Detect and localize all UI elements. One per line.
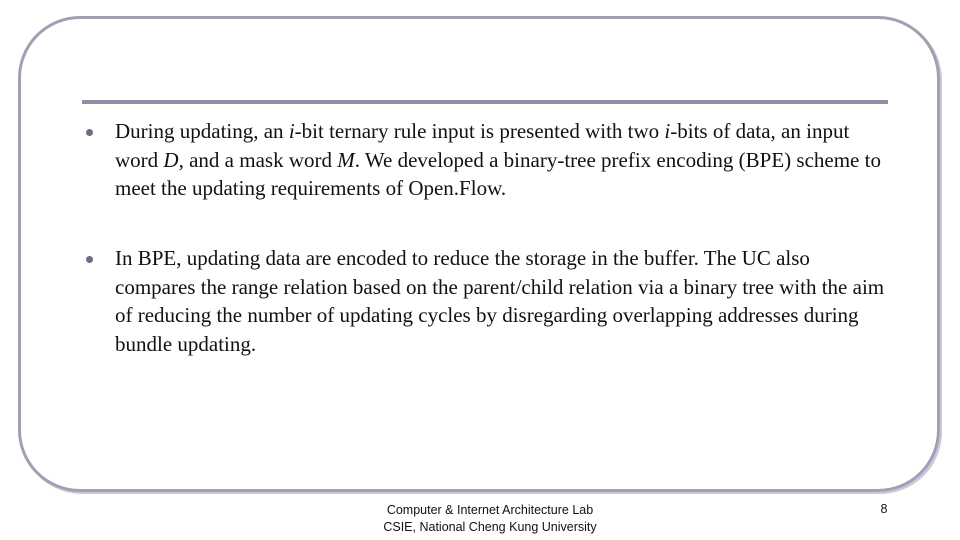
footer-university: CSIE, National Cheng Kung University [383, 520, 597, 534]
slide-number: 8 [880, 502, 888, 516]
italic-variable: i [664, 119, 671, 143]
text-segment: -bits of data, an input word [115, 119, 850, 172]
footer-lab-name: Computer & Internet Architecture Lab [386, 503, 594, 517]
title-divider [82, 100, 888, 104]
bullet-marker [86, 129, 93, 136]
footer-affiliation [330, 502, 650, 536]
bullet-text [115, 246, 884, 356]
text-segment: -bit ternary rule input is presented with two [294, 119, 665, 143]
bullet-marker [86, 256, 93, 263]
italic-variable: i [288, 119, 295, 143]
bullet-text [115, 119, 881, 200]
text-segment: . We developed a binary-tree prefix encoding (BPE) scheme to meet the updating requirements of Open.Flow. [115, 147, 881, 200]
bullet-item-2 [115, 244, 885, 358]
text-segment: In BPE, updating data are encoded to reduce the storage in the buffer. The UC also compares the range relation based on the parent/child relation via a binary tree with the aim of reducing the number of updating cycles by disregarding overlapping addresses during bundle updating. [115, 246, 885, 356]
text-segment: , and a mask word [178, 147, 338, 172]
italic-variable: D [163, 147, 179, 172]
bullet-item-1 [115, 117, 885, 203]
text-segment: During updating, an [115, 119, 289, 143]
italic-variable: M [337, 147, 355, 172]
